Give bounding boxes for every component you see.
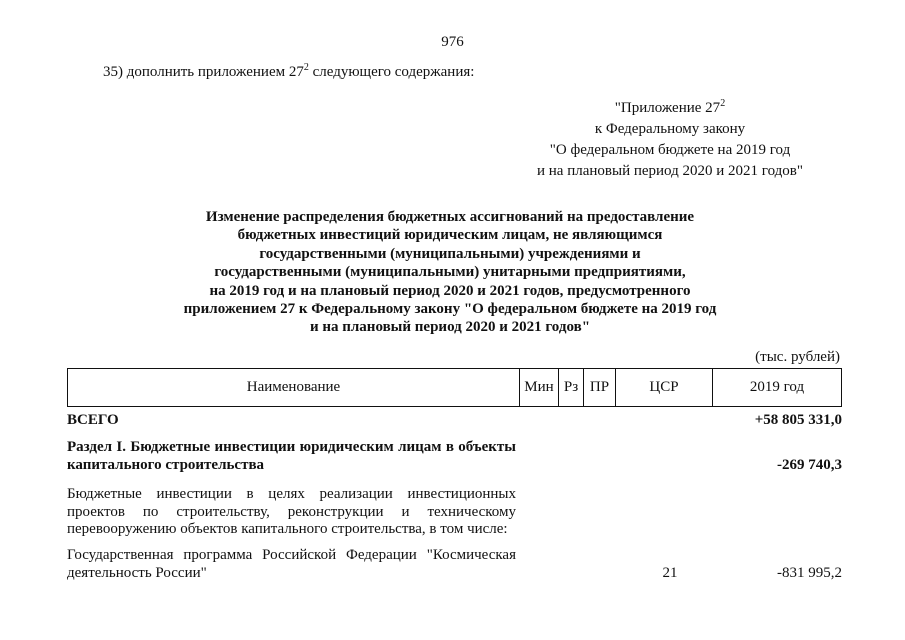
title-line: государственными (муниципальными) учреждениями и bbox=[259, 245, 641, 262]
amendment-item-suffix: следующего содержания: bbox=[308, 64, 475, 80]
appendix-line-1 bbox=[480, 98, 860, 119]
title-line: государственными (муниципальными) унитарными предприятиями, bbox=[214, 264, 686, 281]
amendment-item bbox=[103, 64, 474, 81]
row-section1-value-text: -269 740,3 bbox=[777, 457, 842, 473]
row-total-label bbox=[67, 412, 516, 430]
header-csr: ЦСР bbox=[616, 369, 713, 407]
page-number: 976 bbox=[441, 34, 464, 50]
title-line: приложением 27 к Федеральному закону "О федеральном бюджете на 2019 год bbox=[183, 301, 717, 318]
row-program-code: 21 bbox=[662, 565, 678, 581]
header-rz: Рз bbox=[559, 369, 584, 407]
title-line: и на плановый период 2020 и 2021 годов" bbox=[309, 319, 591, 336]
appendix-line-3: "О федеральном бюджете на 2019 год bbox=[549, 142, 791, 158]
row-section1-label bbox=[67, 439, 516, 474]
appendix-line-2: к Федеральному закону bbox=[594, 121, 746, 137]
appendix-heading bbox=[480, 98, 860, 182]
row-program-label: Государственная программа Российской Федерации "Космическая деятельность России" bbox=[67, 547, 516, 581]
table-header bbox=[67, 368, 842, 407]
row-total-label-text: ВСЕГО bbox=[67, 412, 119, 428]
header-min: Мин bbox=[520, 369, 559, 407]
row-section1-label-text: Раздел I. Бюджетные инвестиции юридическим лицам в объекты капитального строительства bbox=[67, 439, 516, 473]
header-year: 2019 год bbox=[713, 369, 842, 407]
title-line: на 2019 год и на плановый период 2020 и 2021 годов, предусмотренного bbox=[209, 282, 691, 299]
row-total-value bbox=[700, 412, 842, 429]
document-title bbox=[150, 208, 750, 337]
amendment-item-sup: 2 bbox=[303, 62, 309, 73]
amendment-item-text: 35) дополнить приложением 27 bbox=[103, 64, 304, 80]
row-program-value: -831 995,2 bbox=[777, 565, 842, 581]
row-investments-label: Бюджетные инвестиции в целях реализации инвестиционных проектов по строительству, реконструкции и техническому перевооружению объектов капитального строительства, в том числе: bbox=[67, 486, 516, 537]
appendix-line-4: и на плановый период 2020 и 2021 годов" bbox=[537, 163, 803, 179]
title-line: бюджетных инвестиций юридическим лицам, не являющимся bbox=[237, 227, 663, 244]
title-line: Изменение распределения бюджетных ассигнований на предоставление bbox=[205, 209, 695, 225]
units-label: (тыс. рублей) bbox=[755, 349, 840, 365]
appendix-line-1-text: "Приложение 27 bbox=[614, 100, 721, 116]
row-section1-value bbox=[700, 457, 842, 474]
row-total-value-text: +58 805 331,0 bbox=[754, 412, 842, 428]
header-name: Наименование bbox=[68, 369, 520, 407]
appendix-line-1-sup: 2 bbox=[720, 98, 726, 109]
header-pr: ПР bbox=[584, 369, 616, 407]
